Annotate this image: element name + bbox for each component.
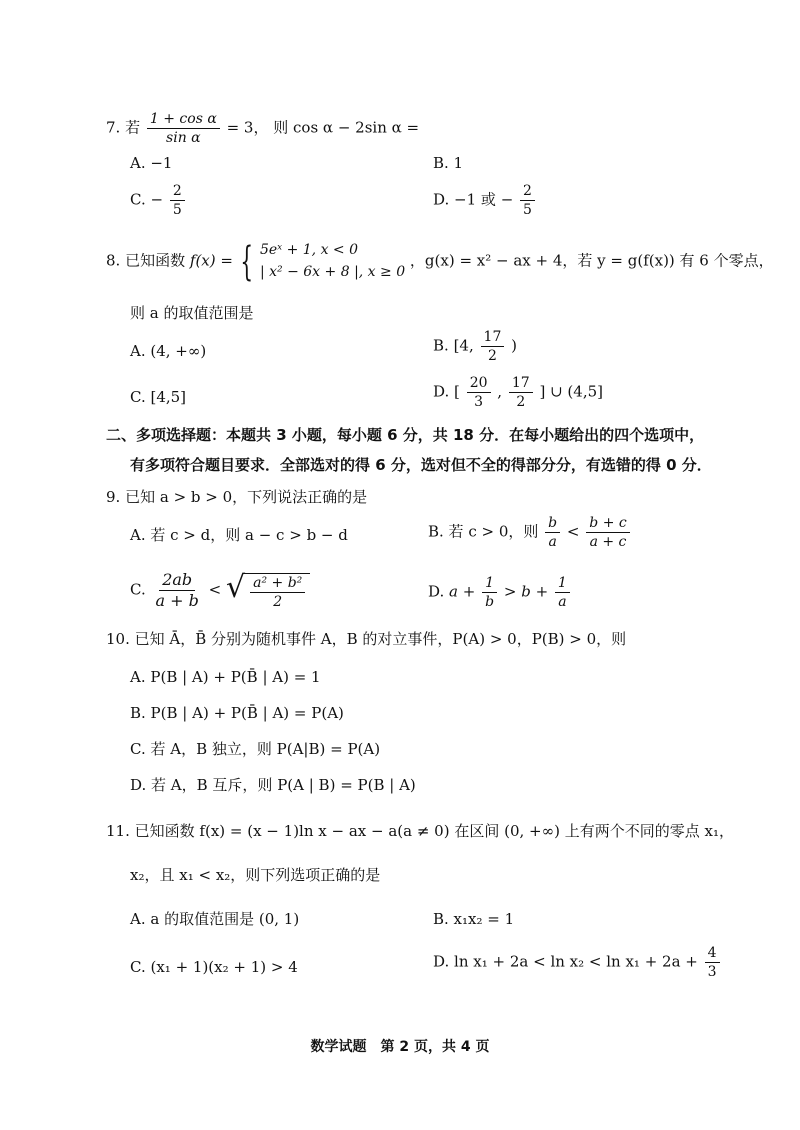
q9-c-rad-den: 2: [273, 593, 283, 610]
q8-case-2: | x² − 6x + 8 |, x ≥ 0: [259, 263, 406, 280]
q9-b-fraction-1: [545, 516, 560, 549]
q9-d-fraction-1: [482, 576, 497, 609]
q8-d-open: [: [454, 382, 460, 401]
q9-c-sqrt: [226, 569, 310, 610]
q11-number: 11.: [106, 822, 130, 840]
q9-c-rad-num: a² + b²: [250, 576, 305, 593]
q8-option-b: [433, 330, 517, 363]
q10-stem: [106, 632, 626, 647]
q7-d-text: −1 或 −: [454, 190, 514, 209]
q9-option-c: [130, 569, 310, 610]
q9-stem: [106, 490, 367, 505]
q7-frac-den: sin α: [166, 130, 201, 146]
q8-b-close: ): [511, 336, 517, 355]
q11-option-c: C. (x₁ + 1)(x₂ + 1) > 4: [130, 958, 298, 976]
sqrt-icon: √: [226, 569, 246, 605]
q11-d-num: 4: [705, 946, 720, 963]
q7-number: 7.: [106, 118, 121, 137]
q7-eq: = 3，: [226, 118, 269, 137]
q8-b-den: 2: [487, 348, 497, 364]
q7-tail: 则 cos α − 2sin α =: [273, 118, 420, 137]
q11-option-b: B. x₁x₂ = 1: [433, 910, 515, 928]
q8-option-c: C. [4,5]: [130, 388, 187, 406]
q8-d-den-1: 3: [474, 394, 484, 410]
q8-case-1: 5eˣ + 1, x < 0: [259, 242, 359, 258]
q9-option-d: [428, 576, 572, 609]
q9-d-den-1: b: [485, 594, 495, 610]
q11-stem-1: [106, 824, 734, 839]
section-2-line-2: 有多项符合题目要求．全部选对的得 6 分，选对但不全的得部分分，有选错的得 0 分．: [130, 456, 712, 474]
q9-c-rad-fraction: [250, 576, 305, 609]
q10-number: 10.: [106, 630, 130, 648]
q8-brace-icon: {: [240, 238, 253, 285]
q11-option-a: A. a 的取值范围是 (0, 1): [130, 910, 300, 928]
q8-g: ，g(x) = x² − ax + 4，若 y = g(f(x)) 有 6 个零点，: [409, 251, 774, 270]
q8-d-label: D.: [433, 382, 450, 401]
q7-option-c: [130, 184, 187, 217]
q7-option-b: B. 1: [433, 154, 464, 172]
q8-d-num-1: 20: [467, 376, 491, 393]
q10-option-b: B. P(B | A) + P(B̄ | A) = P(A): [130, 704, 344, 722]
q10-option-c: C. 若 A，B 独立，则 P(A|B) = P(A): [130, 740, 381, 758]
q7-c-num: 2: [170, 184, 185, 201]
q9-b-label: B. 若 c > 0，则: [428, 522, 539, 541]
q9-d-den-2: a: [558, 594, 567, 610]
q11-option-d: [433, 946, 722, 979]
q9-d-label: D.: [428, 582, 445, 601]
q9-c-den: a + b: [155, 591, 199, 610]
q9-d-a: a +: [449, 582, 476, 601]
q8-piecewise: [260, 240, 405, 283]
q7-frac-num: 1 + cos α: [147, 112, 220, 129]
q8-number: 8.: [106, 251, 121, 270]
q7-c-label: C.: [130, 190, 146, 209]
q8-option-d: [433, 376, 603, 409]
q9-stem-text: 已知 a > b > 0，下列说法正确的是: [125, 488, 368, 506]
q9-b-den-1: a: [548, 534, 557, 550]
page-footer: 数学试题 第 2 页，共 4 页: [310, 1039, 490, 1055]
q8-fx: f(x) =: [189, 251, 233, 270]
q8-d-num-2: 17: [509, 376, 533, 393]
q8-option-a: A. (4, +∞): [130, 342, 207, 360]
q11-d-fraction: [705, 946, 720, 979]
q8-d-fraction-1: [467, 376, 491, 409]
q8-d-close: ] ∪ (4,5]: [539, 382, 603, 401]
q9-b-fraction-2: [586, 516, 629, 549]
q8-b-fraction: [481, 330, 505, 363]
q9-option-b: [428, 516, 632, 549]
q9-c-label: C.: [130, 580, 146, 599]
q7-d-num: 2: [520, 184, 535, 201]
q9-d-num-1: 1: [482, 576, 497, 593]
q7-option-a: A. −1: [130, 154, 173, 172]
q8-line-2: 则 a 的取值范围是: [130, 304, 254, 322]
q8-b-num: 17: [481, 330, 505, 347]
q8-b-label: B.: [433, 336, 449, 355]
q9-b-num-1: b: [545, 516, 560, 533]
q7-c-den: 5: [172, 202, 182, 218]
q9-d-mid: > b +: [503, 582, 549, 601]
q9-d-fraction-2: [555, 576, 570, 609]
section-2-line-1: 二、多项选择题：本题共 3 小题，每小题 6 分，共 18 分．在每小题给出的四个选项中，: [106, 426, 705, 444]
q8-stem: [106, 240, 774, 283]
q7-d-label: D.: [433, 190, 450, 209]
q8-b-open: [4,: [453, 336, 474, 355]
q9-d-num-2: 1: [555, 576, 570, 593]
q7-c-sign: −: [150, 190, 164, 209]
q7-c-fraction: [170, 184, 185, 217]
q11-d-label: D.: [433, 952, 450, 971]
q9-b-num-2: b + c: [586, 516, 629, 533]
q9-b-lt: <: [566, 522, 580, 541]
q7-option-d: [433, 184, 537, 217]
q7-fraction: [147, 112, 220, 145]
q8-pre: 已知函数: [125, 251, 186, 270]
q11-d-text: ln x₁ + 2a < ln x₂ < ln x₁ + 2a +: [454, 952, 698, 971]
q10-option-d: D. 若 A，B 互斥，则 P(A | B) = P(B | A): [130, 776, 416, 794]
q11-stem-text-1: 已知函数 f(x) = (x − 1)ln x − ax − a(a ≠ 0) 在区间 (0, +∞) 上有两个不同的零点 x₁，: [134, 822, 734, 840]
q9-option-a: A. 若 c > d，则 a − c > b − d: [130, 526, 348, 544]
q11-stem-2: x₂，且 x₁ < x₂，则下列选项正确的是: [130, 866, 381, 884]
q10-stem-text: 已知 Ā，B̄ 分别为随机事件 A，B 的对立事件，P(A) > 0，P(B) > 0，则: [134, 630, 627, 648]
q9-number: 9.: [106, 488, 121, 506]
q7-pre: 若: [125, 118, 141, 137]
q9-c-fraction: [153, 572, 202, 609]
q11-d-den: 3: [707, 964, 717, 980]
q8-d-den-2: 2: [516, 394, 526, 410]
q10-option-a: A. P(B | A) + P(B̄ | A) = 1: [130, 668, 321, 686]
q8-d-comma: ,: [497, 382, 503, 401]
q9-c-lt: <: [208, 580, 222, 599]
q8-d-fraction-2: [509, 376, 533, 409]
q7-d-fraction: [520, 184, 535, 217]
q9-b-den-2: a + c: [589, 534, 627, 550]
q7-d-den: 5: [523, 202, 532, 218]
q7-stem: [106, 112, 419, 145]
q9-c-num: 2ab: [159, 572, 195, 591]
